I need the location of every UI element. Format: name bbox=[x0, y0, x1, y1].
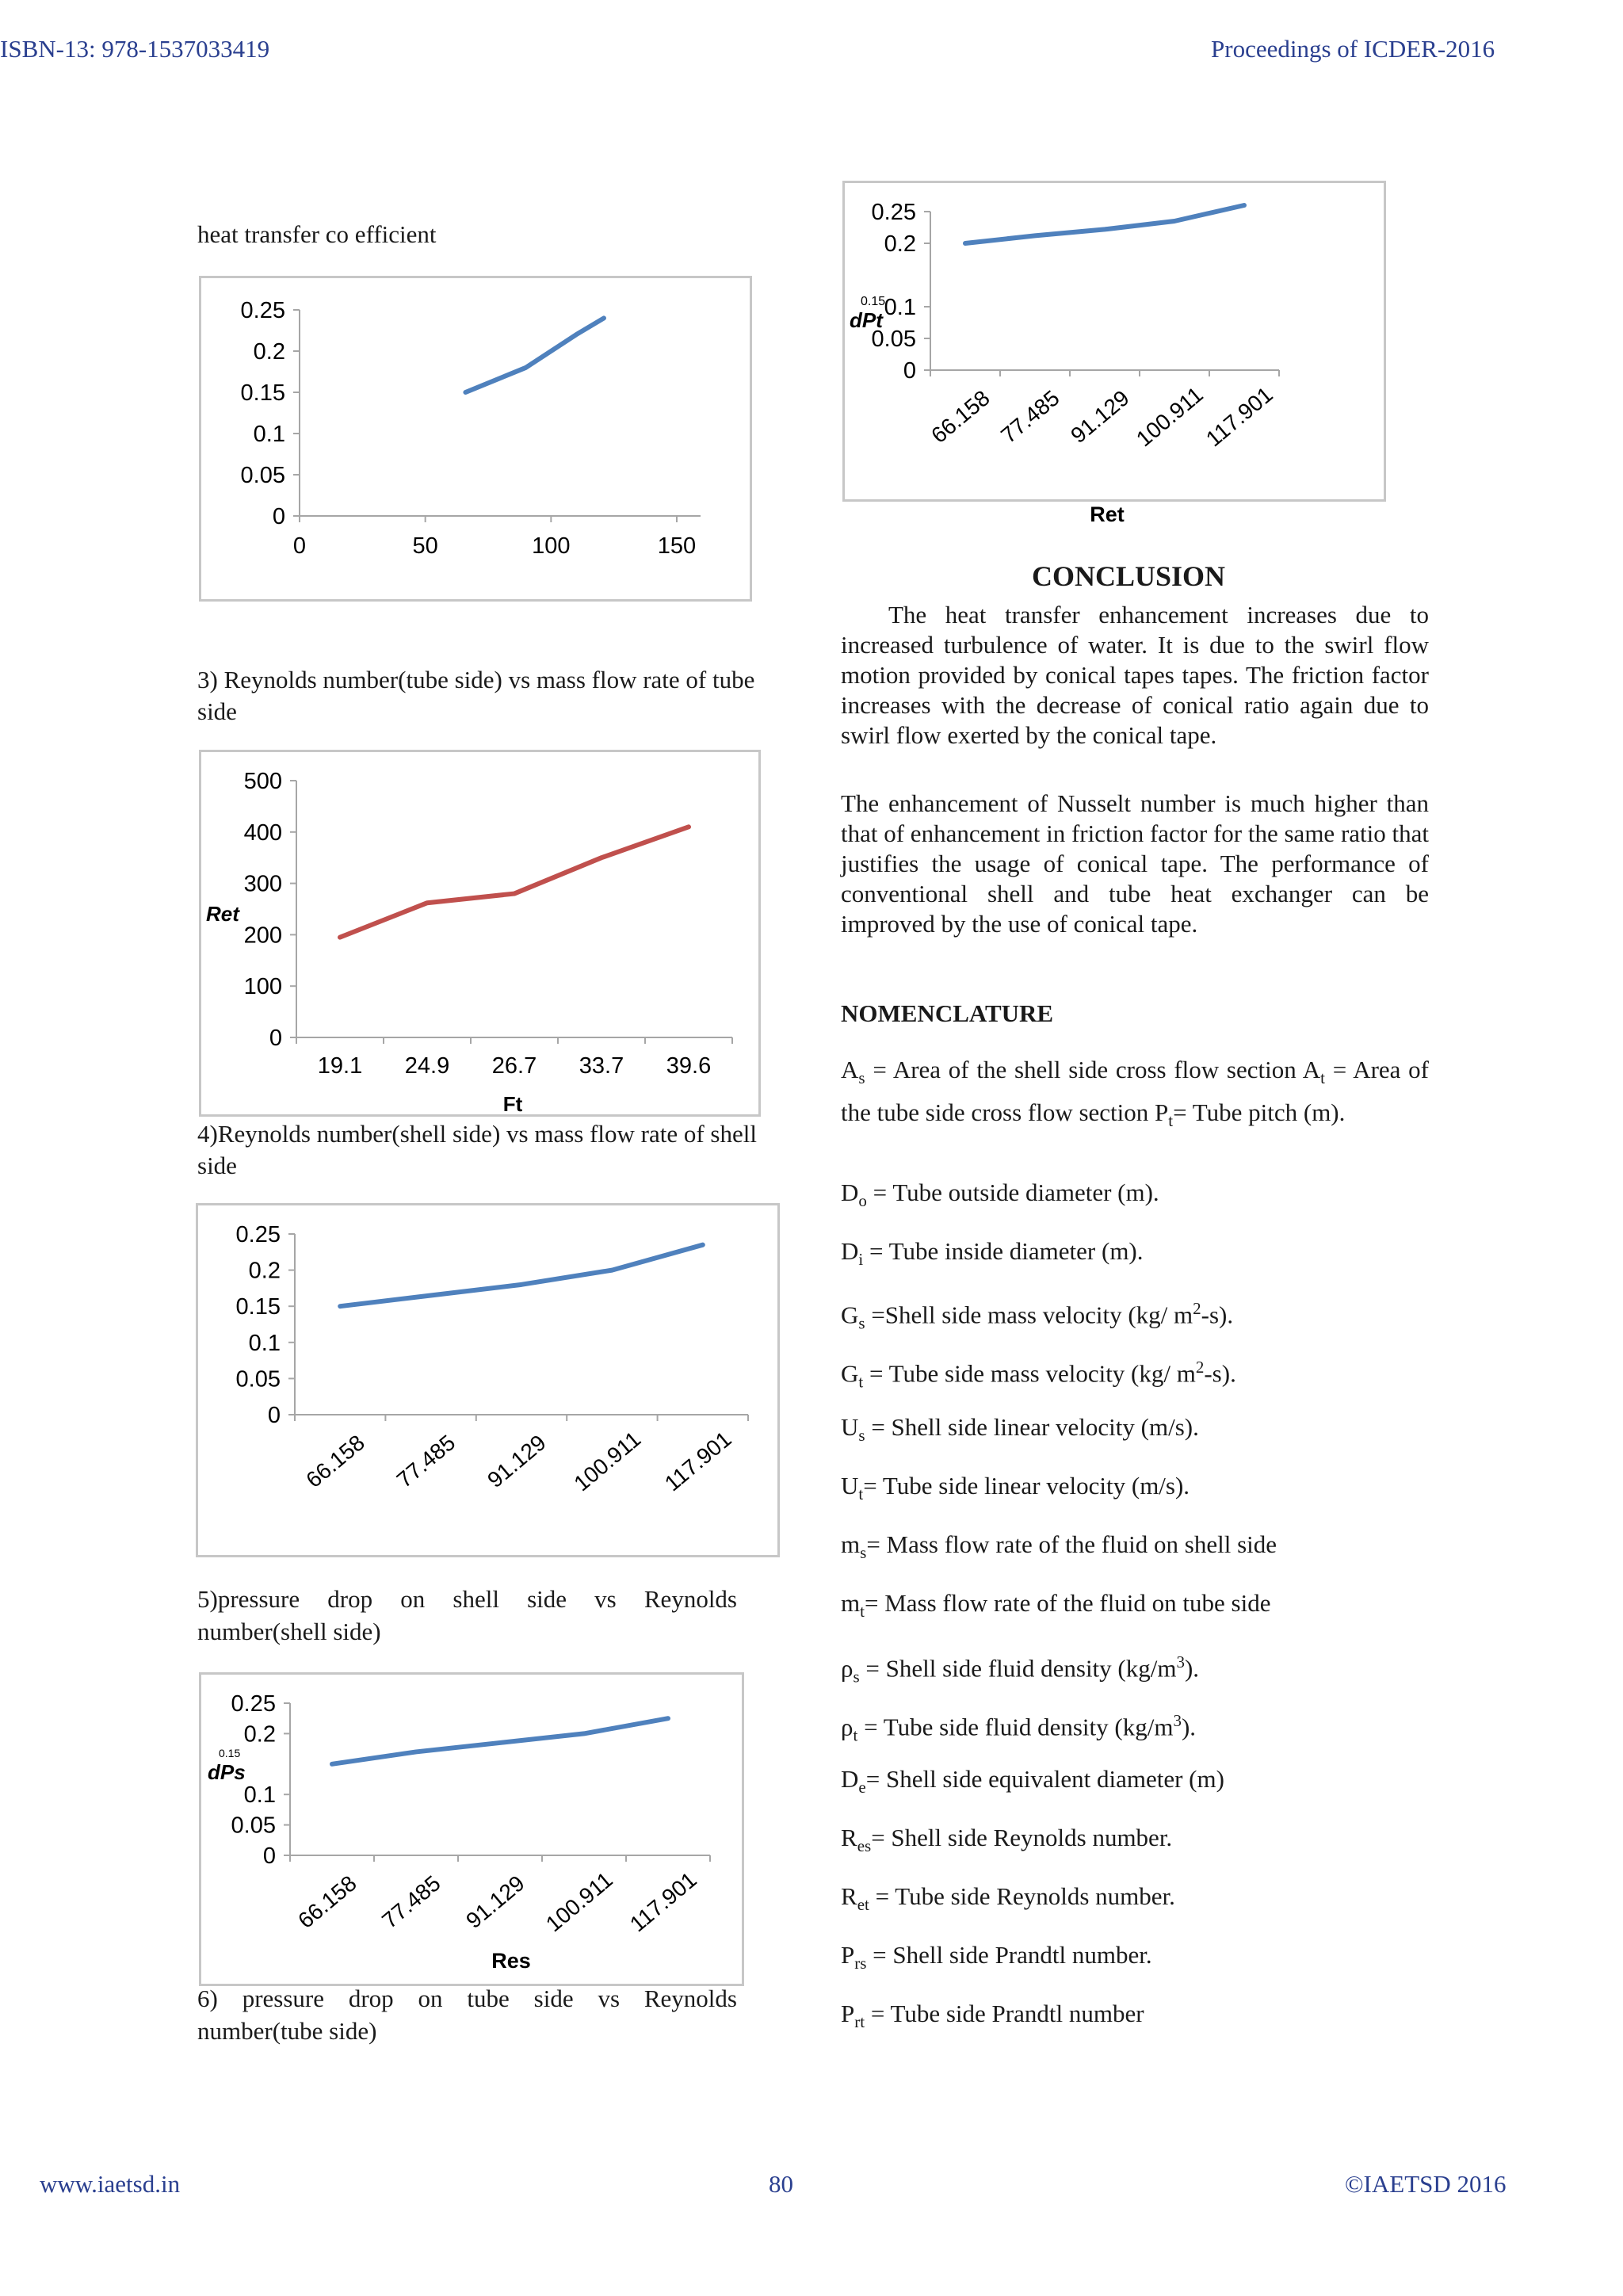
y-tick-label: 200 bbox=[243, 923, 282, 949]
nomenclature-us: $U_s$ = Shell side linear velocity (m/s). bbox=[841, 1413, 1199, 1446]
conclusion-heading: CONCLUSION bbox=[1032, 560, 1226, 592]
nomenclature-heading: NOMENCLATURE bbox=[841, 999, 1054, 1027]
y-tick-label: 0 bbox=[267, 1403, 281, 1428]
y-tick-label: 0.1 bbox=[884, 295, 916, 320]
caption-figure-4: 4)Reynolds number(shell side) vs mass flow rate of shell side bbox=[197, 1120, 757, 1179]
y-tick-label: 0.15 bbox=[240, 380, 285, 406]
series-line bbox=[965, 205, 1244, 243]
chart-reynolds-tube-vs-flow bbox=[199, 750, 761, 1117]
y-tick-label: 0.1 bbox=[248, 1330, 281, 1356]
x-tick-label: 91.129 bbox=[461, 1870, 529, 1934]
conclusion-paragraph-1: The heat transfer enhancement increases due to increased turbulence of water. It is due to the swirl flow motion provided by conical tapes tapes. The friction factor increases with the decrease of conical ratio again due to swirl flow exerted by the conical tape. bbox=[841, 601, 1429, 749]
x-tick-label: 117.901 bbox=[659, 1426, 736, 1496]
nomenclature-de: $D_e=$ Shell side equivalent diameter (m) bbox=[841, 1765, 1224, 1797]
x-tick-label: 100 bbox=[532, 533, 571, 559]
y-tick-label: 0.25 bbox=[871, 200, 916, 225]
series-line bbox=[332, 1718, 668, 1764]
y-tick-label: 0.25 bbox=[231, 1691, 276, 1717]
nomenclature-ut: $U_t=$ Tube side linear velocity (m/s). bbox=[841, 1472, 1190, 1504]
nomenclature-ms: $m_s=$ Mass flow rate of the fluid on shell side bbox=[841, 1530, 1277, 1563]
nomenclature-res: $R_{es}=$ Shell side Reynolds number. bbox=[841, 1824, 1173, 1856]
chart-reynolds-shell-vs-flow bbox=[196, 1203, 780, 1557]
caption-figure-6-line1: 6) pressure drop on tube side vs Reynolds bbox=[197, 1985, 737, 2012]
y-tick-label: 0.2 bbox=[884, 231, 916, 257]
caption-figure-6-line2: number(tube side) bbox=[197, 2017, 377, 2045]
x-tick-label: 66.158 bbox=[301, 1430, 369, 1493]
nomenclature-gs: $G_s$ =Shell side mass velocity (kg/ $m^2-s$). bbox=[841, 1299, 1234, 1333]
nomenclature-prt: $P_{rt}$ = Tube side Prandtl number bbox=[841, 2000, 1144, 2032]
small-tick-label: 0.15 bbox=[219, 1747, 241, 1759]
caption-figure-5-line2: number(shell side) bbox=[197, 1618, 381, 1645]
nomenclature-rhot: $\rho_t$ = Tube side fluid density $(kg/m^3)$. bbox=[841, 1711, 1197, 1745]
x-axis-label: Res bbox=[491, 1949, 531, 1973]
y-tick-label: 300 bbox=[243, 871, 282, 897]
x-tick-label: 66.158 bbox=[293, 1870, 361, 1934]
y-tick-label: 0 bbox=[272, 504, 285, 529]
y-axis-label: dPt bbox=[850, 308, 883, 332]
y-tick-label: 0 bbox=[269, 1026, 282, 1051]
y-tick-label: 0.1 bbox=[243, 1782, 276, 1809]
nomenclature-ret: $R_{et}$ = Tube side Reynolds number. bbox=[841, 1882, 1175, 1915]
y-axis-label: Ret bbox=[206, 902, 239, 926]
y-tick-label: 0.05 bbox=[231, 1813, 276, 1839]
x-tick-label: 150 bbox=[657, 533, 697, 559]
y-tick-label: 0.05 bbox=[235, 1366, 281, 1392]
nomenclature-prs: $P_{rs}$ = Shell side Prandtl number. bbox=[841, 1941, 1152, 1973]
x-axis-label: Ret bbox=[1090, 502, 1125, 526]
chart-pressure-drop-shell bbox=[199, 1672, 744, 1986]
y-tick-label: 0.2 bbox=[243, 1721, 276, 1748]
x-tick-label: 50 bbox=[412, 533, 438, 559]
nomenclature-area: $A_s$ = Area of the shell side cross flow section $A_t$ = Area of the tube side cross flow section $P_t=$ Tube pitch (m). bbox=[841, 1056, 1429, 1131]
x-tick-label: 100.911 bbox=[1131, 381, 1208, 452]
y-tick-label: 0.05 bbox=[871, 327, 916, 352]
y-tick-label: 100 bbox=[243, 974, 282, 1000]
y-tick-label: 0.05 bbox=[240, 463, 285, 488]
conclusion-paragraph-2: The enhancement of Nusselt number is much higher than that of enhancement in friction factor for the same ratio that justifies the usage of conical tape. The performance of conventional shell and tube heat exchanger can be improved by the use of conical tape. bbox=[841, 789, 1429, 938]
chart-heat-transfer-coefficient bbox=[199, 276, 752, 602]
nomenclature-do: $D_o$ = Tube outside diameter (m). bbox=[841, 1179, 1159, 1211]
x-tick-label: 39.6 bbox=[666, 1053, 712, 1079]
y-tick-label: 0.2 bbox=[248, 1258, 281, 1284]
nomenclature-gt: $G_t$ = Tube side mass velocity (kg/ $m^2-s$). bbox=[841, 1358, 1236, 1392]
x-tick-label: 33.7 bbox=[579, 1053, 624, 1079]
series-line bbox=[465, 318, 604, 392]
y-tick-label: 0.2 bbox=[253, 339, 285, 365]
y-tick-label: 0 bbox=[903, 358, 916, 384]
x-tick-label: 117.901 bbox=[624, 1866, 701, 1937]
isbn-header: ISBN-13: 978-1537033419 bbox=[0, 35, 270, 63]
x-tick-label: 19.1 bbox=[317, 1053, 363, 1079]
x-tick-label: 24.9 bbox=[404, 1053, 450, 1079]
caption-heat-transfer: heat transfer co efficient bbox=[197, 220, 437, 248]
proceedings-header: Proceedings of ICDER-2016 bbox=[1211, 35, 1495, 63]
x-tick-label: 0 bbox=[292, 533, 307, 559]
x-tick-label: 77.485 bbox=[391, 1430, 460, 1493]
x-tick-label: 77.485 bbox=[996, 385, 1064, 449]
y-tick-label: 500 bbox=[243, 769, 282, 794]
footer-website[interactable]: www.iaetsd.in bbox=[40, 2170, 181, 2198]
x-tick-label: 100.911 bbox=[569, 1426, 646, 1496]
y-tick-label: 0 bbox=[262, 1843, 276, 1869]
y-tick-label: 0.25 bbox=[240, 298, 285, 323]
x-tick-label: 91.129 bbox=[483, 1430, 551, 1493]
caption-figure-3: 3) Reynolds number(tube side) vs mass flow rate of tube side bbox=[197, 666, 755, 725]
nomenclature-di: $D_i$ = Tube inside diameter (m). bbox=[841, 1237, 1144, 1270]
y-tick-label: 0.1 bbox=[253, 422, 285, 447]
x-axis-label: Ft bbox=[502, 1092, 523, 1116]
nomenclature-mt: $m_t=$ Mass flow rate of the fluid on tube side bbox=[841, 1589, 1271, 1622]
y-tick-label: 0.25 bbox=[235, 1222, 281, 1247]
caption-figure-5-line1: 5)pressure drop on shell side vs Reynolds bbox=[197, 1585, 737, 1613]
series-line bbox=[340, 1245, 703, 1307]
x-tick-label: 100.911 bbox=[540, 1866, 617, 1937]
y-tick-label: 400 bbox=[243, 819, 282, 846]
x-tick-label: 26.7 bbox=[491, 1053, 537, 1079]
x-tick-label: 66.158 bbox=[926, 385, 995, 449]
y-axis-label: dPs bbox=[208, 1760, 246, 1784]
x-tick-label: 91.129 bbox=[1066, 385, 1134, 449]
series-line bbox=[340, 827, 689, 937]
small-tick-label: 0.15 bbox=[861, 295, 886, 308]
y-tick-label: 0.15 bbox=[235, 1294, 281, 1320]
footer-copyright: ©IAETSD 2016 bbox=[1345, 2170, 1507, 2198]
page-number: 80 bbox=[769, 2170, 793, 2198]
x-tick-label: 117.901 bbox=[1201, 381, 1277, 452]
nomenclature-rhos: $\rho_s$ = Shell side fluid density $(kg/m^3)$. bbox=[841, 1652, 1200, 1687]
x-tick-label: 77.485 bbox=[377, 1870, 445, 1934]
chart-pressure-drop-tube bbox=[842, 181, 1386, 526]
